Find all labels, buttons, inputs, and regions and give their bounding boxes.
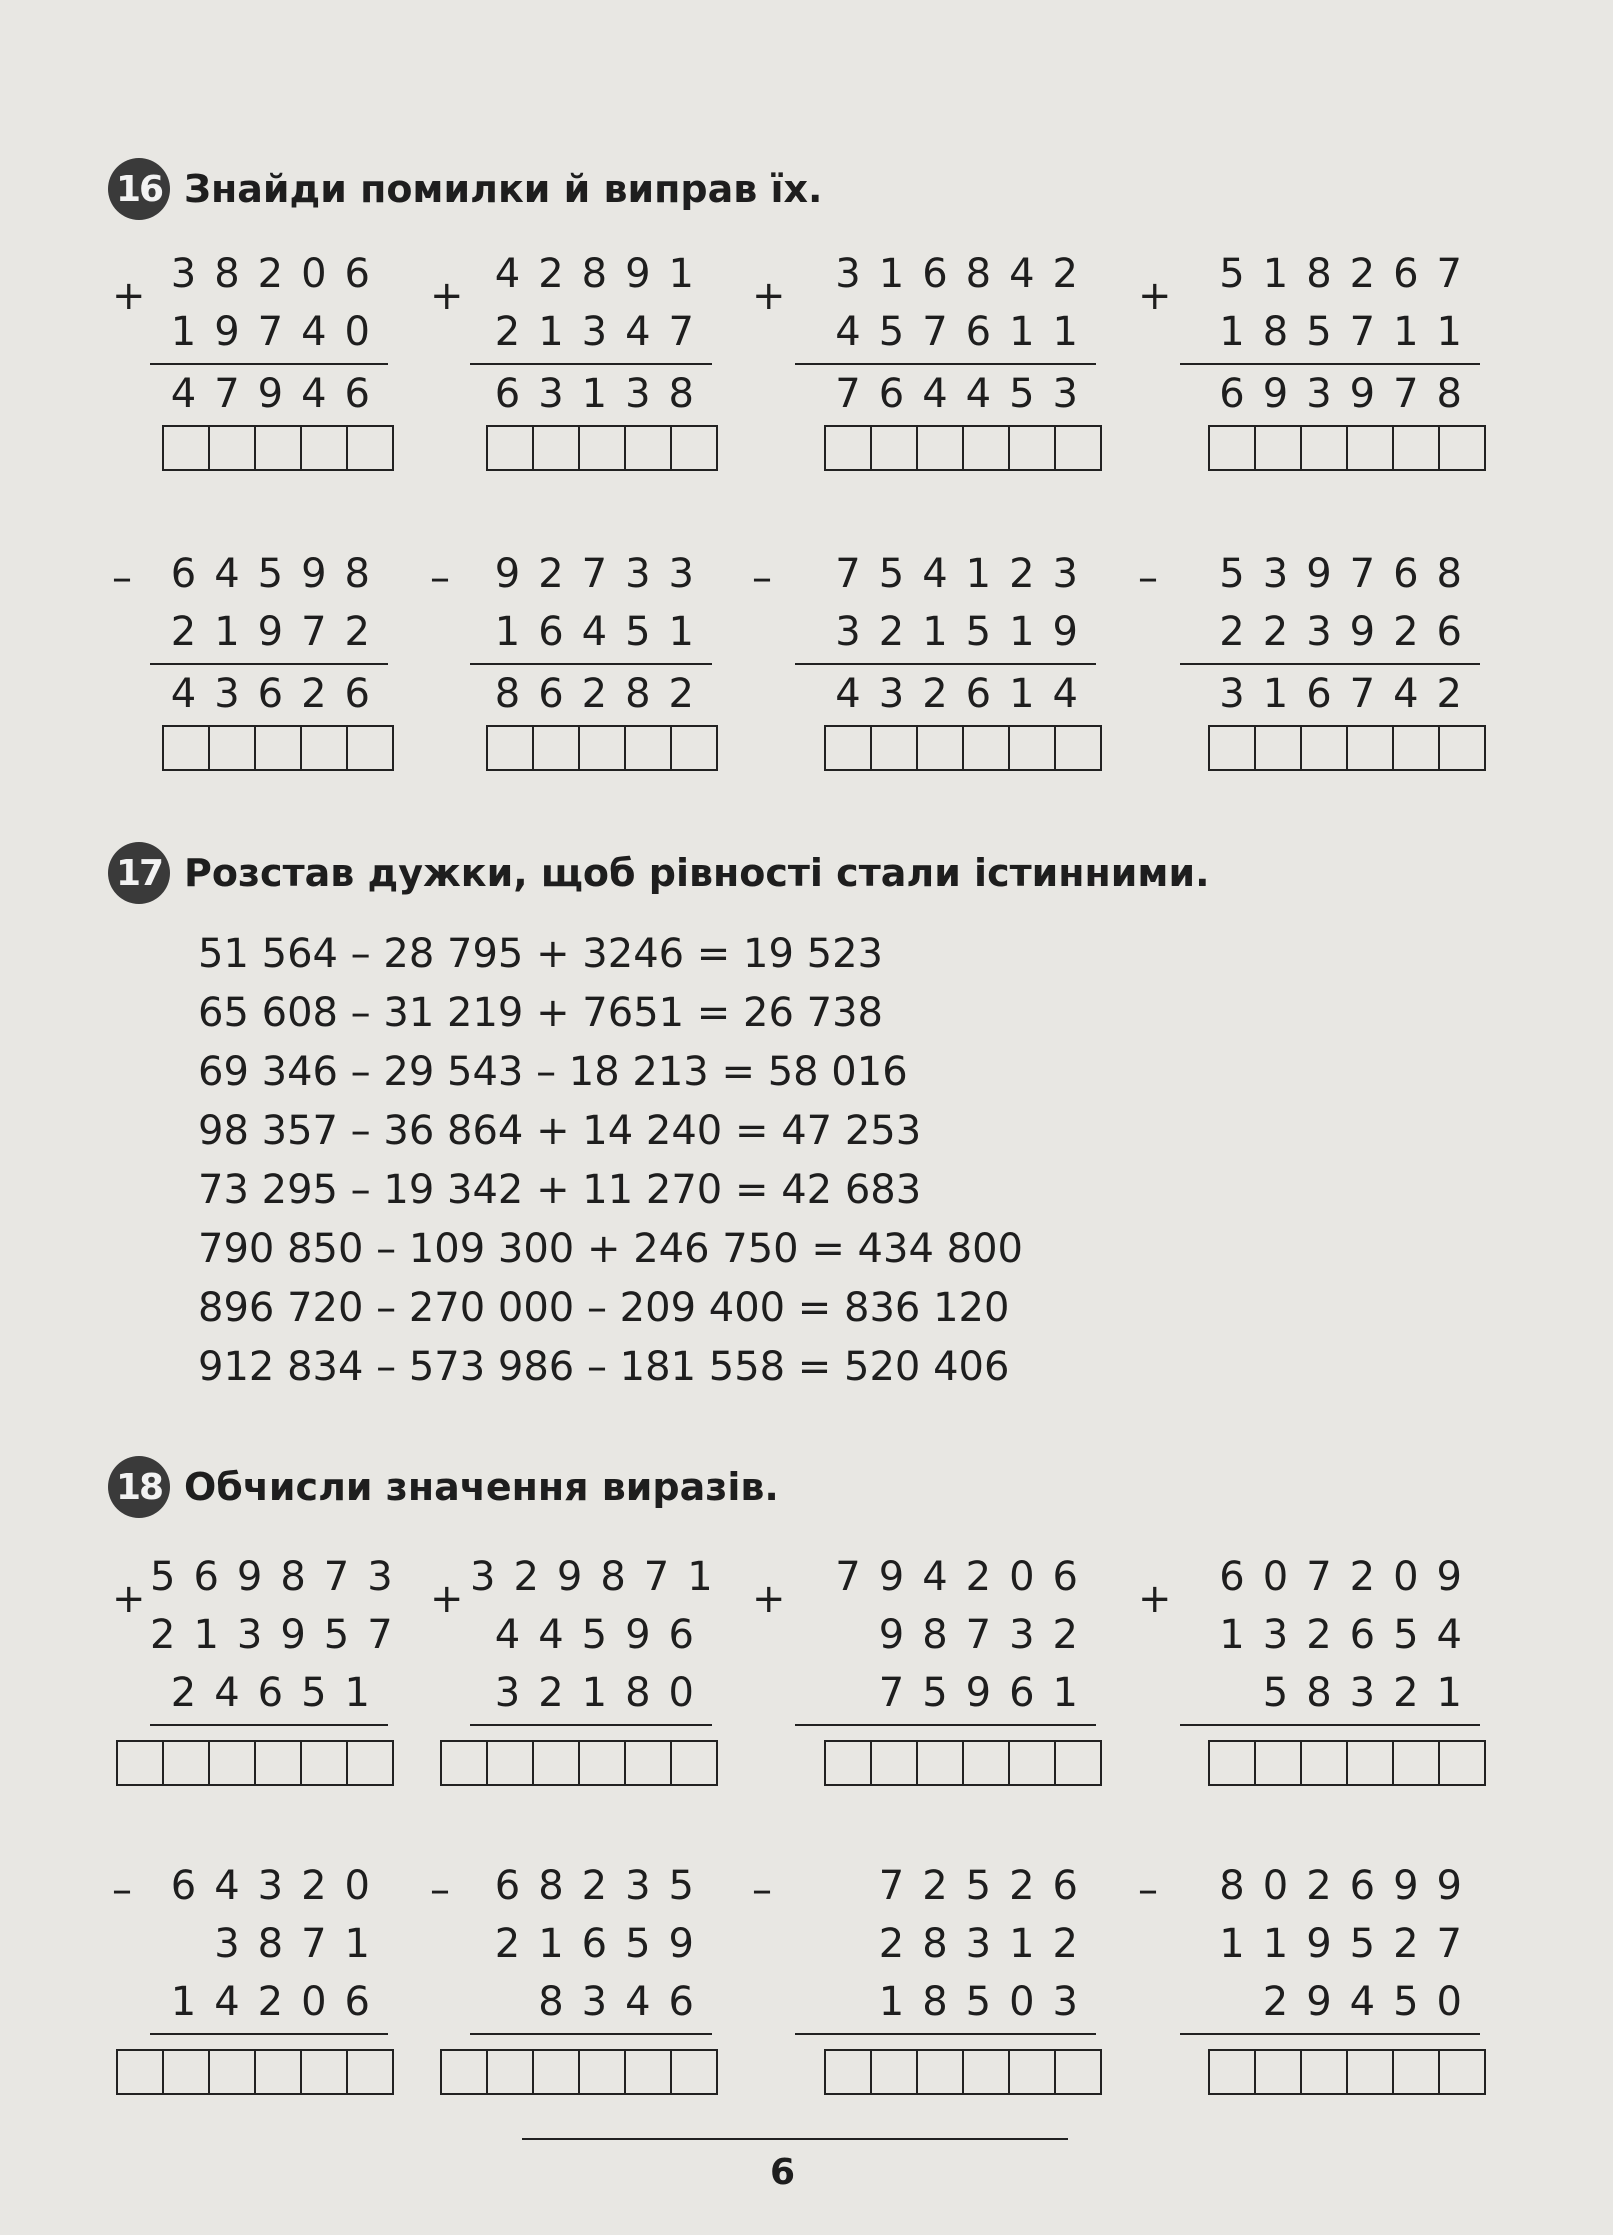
operation-sign: – bbox=[112, 1867, 132, 1913]
answer-box[interactable] bbox=[164, 727, 208, 769]
answer-box[interactable] bbox=[1438, 2051, 1484, 2093]
third-operand: 14206 bbox=[170, 1979, 388, 2025]
column-operation bbox=[150, 1857, 388, 2035]
answer-box[interactable] bbox=[254, 2051, 300, 2093]
answer-box[interactable] bbox=[826, 2051, 870, 2093]
answer-box[interactable] bbox=[1438, 1742, 1484, 1784]
answer-box[interactable] bbox=[346, 727, 392, 769]
answer-box[interactable] bbox=[1346, 427, 1392, 469]
first-operand: 316842 bbox=[835, 251, 1096, 297]
answer-box[interactable] bbox=[1438, 727, 1484, 769]
underline bbox=[470, 1724, 712, 1726]
answer-box[interactable] bbox=[300, 1742, 346, 1784]
column-operation bbox=[795, 1548, 1096, 1726]
answer-box[interactable] bbox=[1346, 1742, 1392, 1784]
answer-box[interactable] bbox=[1008, 427, 1054, 469]
operation-sign: + bbox=[430, 273, 464, 319]
answer-boxes bbox=[440, 1740, 718, 1786]
third-operand: 75961 bbox=[878, 1670, 1096, 1716]
answer-box[interactable] bbox=[254, 427, 300, 469]
answer-box[interactable] bbox=[346, 2051, 392, 2093]
section-17-number: 17 bbox=[108, 842, 170, 904]
second-operand: 321519 bbox=[835, 609, 1096, 655]
operation-sign: – bbox=[752, 1867, 772, 1913]
answer-box[interactable] bbox=[670, 2051, 716, 2093]
column-operation bbox=[795, 245, 1096, 423]
second-operand: 457611 bbox=[835, 309, 1096, 355]
answer-box[interactable] bbox=[870, 427, 916, 469]
answer-box[interactable] bbox=[916, 1742, 962, 1784]
equation[interactable]: 912 834 – 573 986 – 181 558 = 520 406 bbox=[198, 1344, 1010, 1390]
answer-boxes bbox=[486, 725, 718, 771]
second-operand: 21347 bbox=[494, 309, 712, 355]
third-operand: 58321 bbox=[1262, 1670, 1480, 1716]
given-result: 86282 bbox=[494, 671, 712, 717]
first-operand: 539768 bbox=[1219, 551, 1480, 597]
first-operand: 42891 bbox=[494, 251, 712, 297]
column-operation bbox=[470, 245, 712, 423]
answer-box[interactable] bbox=[1008, 727, 1054, 769]
first-operand: 68235 bbox=[494, 1863, 712, 1909]
column-operation bbox=[1180, 1548, 1480, 1726]
first-operand: 38206 bbox=[170, 251, 388, 297]
section-16-title: Знайди помилки й виправ їх. bbox=[184, 167, 823, 211]
answer-boxes bbox=[162, 425, 394, 471]
given-result: 316742 bbox=[1219, 671, 1480, 717]
second-operand: 98732 bbox=[878, 1612, 1096, 1658]
second-operand: 19740 bbox=[170, 309, 388, 355]
third-operand: 29450 bbox=[1262, 1979, 1480, 2025]
third-operand: 24651 bbox=[170, 1670, 388, 1716]
second-operand: 223926 bbox=[1219, 609, 1480, 655]
given-result: 693978 bbox=[1219, 371, 1480, 417]
answer-box[interactable] bbox=[1254, 2051, 1300, 2093]
answer-box[interactable] bbox=[442, 1742, 486, 1784]
column-operation bbox=[1180, 545, 1480, 723]
answer-box[interactable] bbox=[1210, 427, 1254, 469]
answer-box[interactable] bbox=[488, 427, 532, 469]
first-operand: 92733 bbox=[494, 551, 712, 597]
answer-box[interactable] bbox=[1300, 427, 1346, 469]
answer-box[interactable] bbox=[208, 727, 254, 769]
answer-boxes bbox=[824, 2049, 1102, 2095]
second-operand: 3871 bbox=[214, 1921, 388, 1967]
answer-box[interactable] bbox=[1254, 427, 1300, 469]
operation-sign: + bbox=[752, 1576, 786, 1622]
second-operand: 21659 bbox=[494, 1921, 712, 1967]
answer-box[interactable] bbox=[916, 427, 962, 469]
answer-box[interactable] bbox=[624, 427, 670, 469]
given-result: 43626 bbox=[170, 671, 388, 717]
answer-box[interactable] bbox=[532, 427, 578, 469]
column-operation bbox=[470, 545, 712, 723]
answer-box[interactable] bbox=[1346, 2051, 1392, 2093]
answer-box[interactable] bbox=[346, 427, 392, 469]
answer-box[interactable] bbox=[870, 727, 916, 769]
answer-box[interactable] bbox=[624, 727, 670, 769]
operation-sign: + bbox=[112, 1576, 146, 1622]
answer-box[interactable] bbox=[624, 1742, 670, 1784]
answer-box[interactable] bbox=[1346, 727, 1392, 769]
answer-boxes bbox=[1208, 425, 1486, 471]
first-operand: 518267 bbox=[1219, 251, 1480, 297]
answer-box[interactable] bbox=[486, 1742, 532, 1784]
section-16-number: 16 bbox=[108, 158, 170, 220]
first-operand: 72526 bbox=[878, 1863, 1096, 1909]
answer-box[interactable] bbox=[300, 427, 346, 469]
equation[interactable]: 65 608 – 31 219 + 7651 = 26 738 bbox=[198, 990, 883, 1036]
third-operand: 18503 bbox=[878, 1979, 1096, 2025]
answer-box[interactable] bbox=[254, 1742, 300, 1784]
answer-box[interactable] bbox=[1392, 427, 1438, 469]
answer-box[interactable] bbox=[208, 2051, 254, 2093]
equation[interactable]: 51 564 – 28 795 + 3246 = 19 523 bbox=[198, 931, 883, 977]
answer-box[interactable] bbox=[1300, 1742, 1346, 1784]
operation-sign: + bbox=[752, 273, 786, 319]
first-operand: 802699 bbox=[1219, 1863, 1480, 1909]
answer-box[interactable] bbox=[1054, 427, 1100, 469]
underline bbox=[150, 1724, 388, 1726]
answer-boxes bbox=[162, 725, 394, 771]
equation[interactable]: 69 346 – 29 543 – 18 213 = 58 016 bbox=[198, 1049, 908, 1095]
answer-box[interactable] bbox=[1392, 727, 1438, 769]
operation-sign: + bbox=[112, 273, 146, 319]
answer-box[interactable] bbox=[1300, 727, 1346, 769]
answer-box[interactable] bbox=[1254, 1742, 1300, 1784]
third-operand: 8346 bbox=[538, 1979, 712, 2025]
answer-box[interactable] bbox=[162, 1742, 208, 1784]
answer-box[interactable] bbox=[1438, 427, 1484, 469]
first-operand: 569873 bbox=[150, 1554, 411, 1600]
underline bbox=[150, 2033, 388, 2035]
answer-box[interactable] bbox=[1008, 1742, 1054, 1784]
answer-box[interactable] bbox=[578, 427, 624, 469]
operation-sign: – bbox=[430, 555, 450, 601]
answer-box[interactable] bbox=[1392, 1742, 1438, 1784]
operation-sign: – bbox=[1138, 555, 1158, 601]
answer-box[interactable] bbox=[670, 727, 716, 769]
answer-box[interactable] bbox=[1254, 727, 1300, 769]
answer-box[interactable] bbox=[1054, 2051, 1100, 2093]
answer-boxes bbox=[486, 425, 718, 471]
answer-box[interactable] bbox=[208, 1742, 254, 1784]
second-operand: 185711 bbox=[1219, 309, 1480, 355]
answer-box[interactable] bbox=[962, 727, 1008, 769]
column-operation bbox=[150, 1548, 411, 1726]
answer-boxes bbox=[116, 2049, 394, 2095]
answer-box[interactable] bbox=[118, 2051, 162, 2093]
answer-box[interactable] bbox=[1210, 2051, 1254, 2093]
column-operation bbox=[150, 545, 388, 723]
underline bbox=[1180, 1724, 1480, 1726]
answer-box[interactable] bbox=[486, 2051, 532, 2093]
answer-boxes bbox=[824, 1740, 1102, 1786]
answer-boxes bbox=[1208, 1740, 1486, 1786]
given-result: 764453 bbox=[835, 371, 1096, 417]
answer-box[interactable] bbox=[346, 1742, 392, 1784]
second-operand: 213957 bbox=[150, 1612, 411, 1658]
operation-sign: – bbox=[1138, 1867, 1158, 1913]
second-operand: 119527 bbox=[1219, 1921, 1480, 1967]
operation-sign: – bbox=[752, 555, 772, 601]
answer-box[interactable] bbox=[962, 2051, 1008, 2093]
answer-box[interactable] bbox=[164, 427, 208, 469]
equation[interactable]: 73 295 – 19 342 + 11 270 = 42 683 bbox=[198, 1167, 922, 1213]
answer-box[interactable] bbox=[254, 727, 300, 769]
answer-box[interactable] bbox=[162, 2051, 208, 2093]
answer-box[interactable] bbox=[870, 2051, 916, 2093]
answer-box[interactable] bbox=[442, 2051, 486, 2093]
given-result: 432614 bbox=[835, 671, 1096, 717]
column-operation bbox=[1180, 245, 1480, 423]
answer-box[interactable] bbox=[1210, 1742, 1254, 1784]
answer-box[interactable] bbox=[670, 1742, 716, 1784]
underline bbox=[795, 1724, 1096, 1726]
second-operand: 44596 bbox=[494, 1612, 712, 1658]
underline bbox=[795, 2033, 1096, 2035]
answer-box[interactable] bbox=[826, 1742, 870, 1784]
column-operation bbox=[795, 1857, 1096, 2035]
answer-box[interactable] bbox=[118, 1742, 162, 1784]
column-operation bbox=[470, 1857, 712, 2035]
answer-box[interactable] bbox=[1210, 727, 1254, 769]
answer-box[interactable] bbox=[870, 1742, 916, 1784]
first-operand: 329871 bbox=[470, 1554, 731, 1600]
answer-box[interactable] bbox=[578, 1742, 624, 1784]
operation-sign: + bbox=[1138, 273, 1172, 319]
operation-sign: – bbox=[112, 555, 132, 601]
answer-box[interactable] bbox=[488, 727, 532, 769]
answer-box[interactable] bbox=[1300, 2051, 1346, 2093]
section-17-heading bbox=[108, 842, 1210, 904]
first-operand: 794206 bbox=[835, 1554, 1096, 1600]
answer-box[interactable] bbox=[916, 727, 962, 769]
answer-box[interactable] bbox=[962, 1742, 1008, 1784]
answer-box[interactable] bbox=[624, 2051, 670, 2093]
underline bbox=[470, 2033, 712, 2035]
operation-sign: + bbox=[430, 1576, 464, 1622]
first-operand: 607209 bbox=[1219, 1554, 1480, 1600]
section-18-heading bbox=[108, 1456, 779, 1518]
equation[interactable]: 98 357 – 36 864 + 14 240 = 47 253 bbox=[198, 1108, 922, 1154]
section-16-heading bbox=[108, 158, 822, 220]
section-17-title: Розстав дужки, щоб рівності стали істинними. bbox=[184, 851, 1210, 895]
answer-box[interactable] bbox=[1054, 727, 1100, 769]
answer-box[interactable] bbox=[826, 427, 870, 469]
column-operation bbox=[795, 545, 1096, 723]
first-operand: 64598 bbox=[170, 551, 388, 597]
column-operation bbox=[1180, 1857, 1480, 2035]
equation[interactable]: 790 850 – 109 300 + 246 750 = 434 800 bbox=[198, 1226, 1023, 1272]
given-result: 47946 bbox=[170, 371, 388, 417]
answer-box[interactable] bbox=[578, 2051, 624, 2093]
answer-box[interactable] bbox=[208, 427, 254, 469]
answer-box[interactable] bbox=[578, 727, 624, 769]
section-18-number: 18 bbox=[108, 1456, 170, 1518]
bleed-through bbox=[1400, 160, 1410, 195]
second-operand: 132654 bbox=[1219, 1612, 1480, 1658]
first-operand: 64320 bbox=[170, 1863, 388, 1909]
underline bbox=[1180, 2033, 1480, 2035]
exercise-17-equations bbox=[198, 925, 1023, 1397]
answer-box[interactable] bbox=[916, 2051, 962, 2093]
operation-sign: + bbox=[1138, 1576, 1172, 1622]
operation-sign: – bbox=[430, 1867, 450, 1913]
answer-boxes bbox=[1208, 2049, 1486, 2095]
answer-box[interactable] bbox=[962, 427, 1008, 469]
footer-rule bbox=[522, 2138, 1068, 2140]
given-result: 63138 bbox=[494, 371, 712, 417]
third-operand: 32180 bbox=[494, 1670, 712, 1716]
answer-boxes bbox=[824, 425, 1102, 471]
second-operand: 28312 bbox=[878, 1921, 1096, 1967]
answer-boxes bbox=[1208, 725, 1486, 771]
answer-box[interactable] bbox=[532, 1742, 578, 1784]
answer-box[interactable] bbox=[670, 427, 716, 469]
column-operation bbox=[470, 1548, 731, 1726]
answer-box[interactable] bbox=[1054, 1742, 1100, 1784]
answer-box[interactable] bbox=[300, 727, 346, 769]
second-operand: 21972 bbox=[170, 609, 388, 655]
answer-box[interactable] bbox=[532, 2051, 578, 2093]
second-operand: 16451 bbox=[494, 609, 712, 655]
section-18-title: Обчисли значення виразів. bbox=[184, 1465, 779, 1509]
answer-boxes bbox=[824, 725, 1102, 771]
column-operation bbox=[150, 245, 388, 423]
answer-boxes bbox=[116, 1740, 394, 1786]
page-number: 6 bbox=[770, 2152, 796, 2193]
answer-box[interactable] bbox=[532, 727, 578, 769]
answer-box[interactable] bbox=[1392, 2051, 1438, 2093]
answer-box[interactable] bbox=[300, 2051, 346, 2093]
first-operand: 754123 bbox=[835, 551, 1096, 597]
answer-boxes bbox=[440, 2049, 718, 2095]
equation[interactable]: 896 720 – 270 000 – 209 400 = 836 120 bbox=[198, 1285, 1010, 1331]
answer-box[interactable] bbox=[826, 727, 870, 769]
answer-box[interactable] bbox=[1008, 2051, 1054, 2093]
